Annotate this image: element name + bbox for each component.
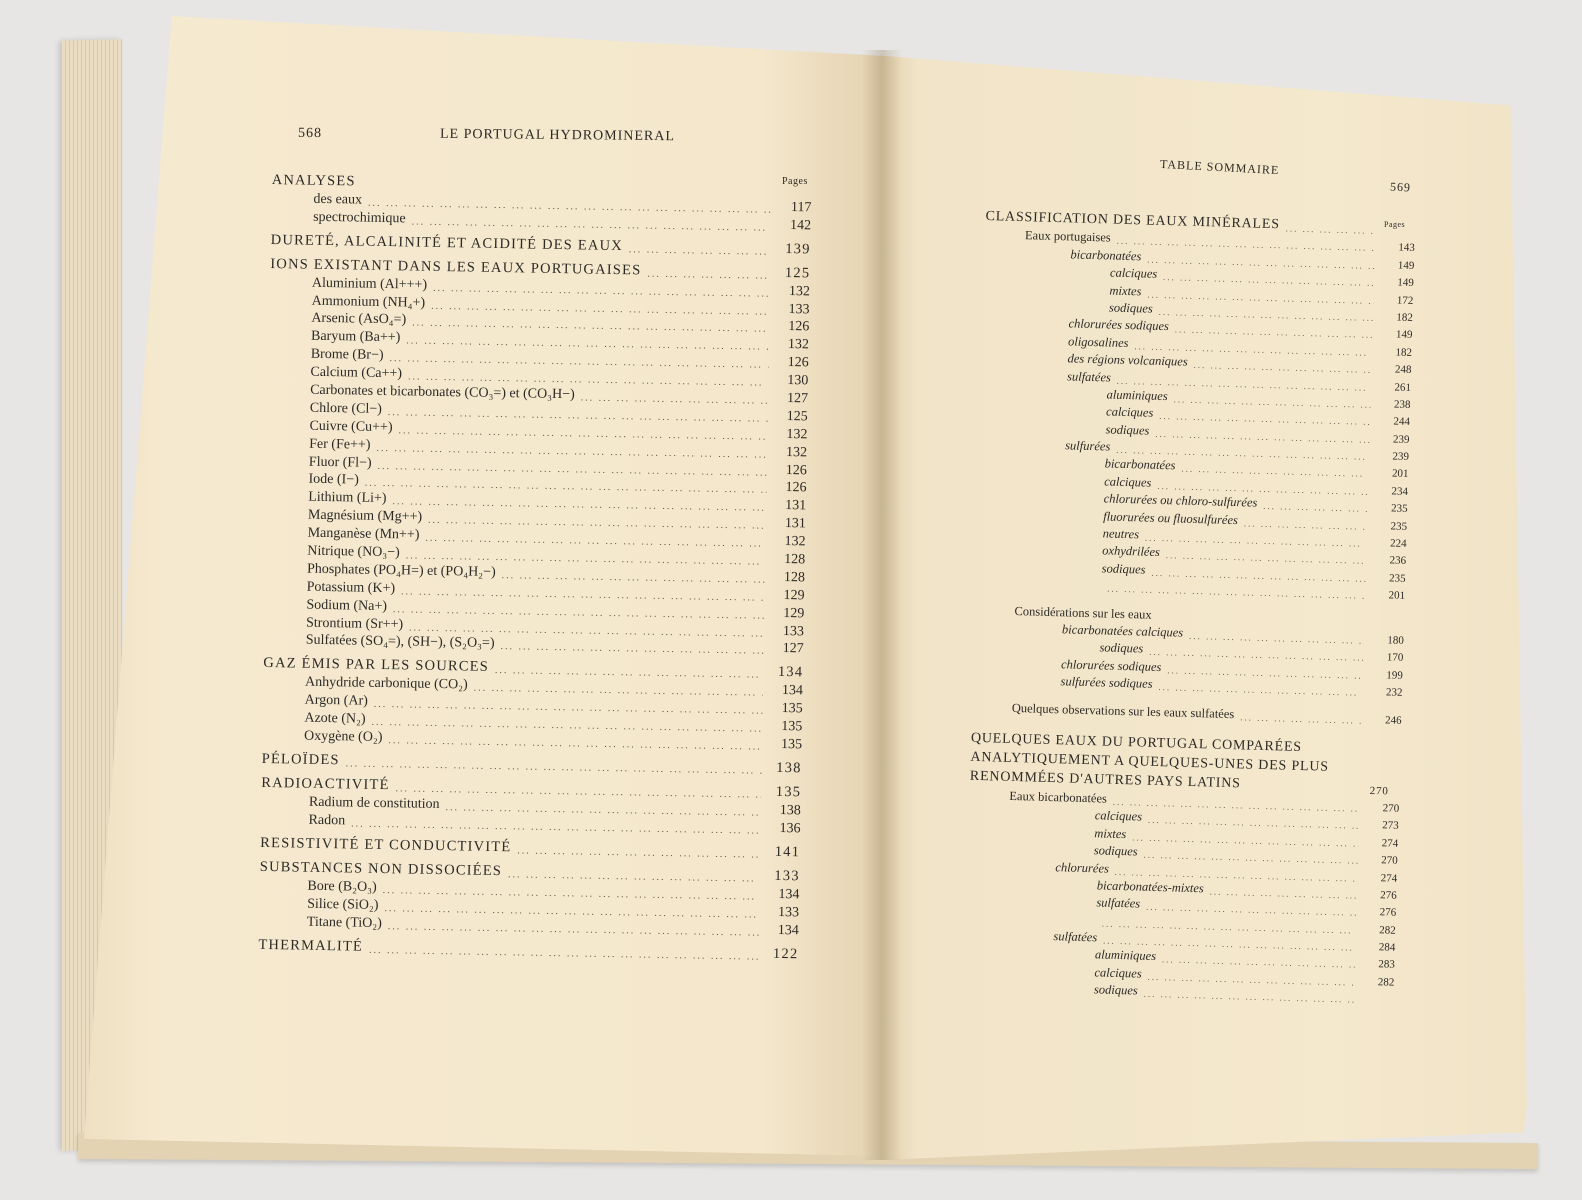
toc-label: ANALYSES bbox=[271, 171, 356, 190]
leader-dots bbox=[1240, 712, 1362, 725]
toc-label: Eaux portugaises bbox=[1024, 228, 1111, 245]
toc-page: 126 bbox=[787, 355, 809, 371]
toc-label: sulfatées bbox=[1096, 895, 1141, 911]
toc-page: 239 bbox=[1392, 433, 1410, 446]
toc-page: 126 bbox=[785, 480, 807, 496]
toc-page: 131 bbox=[785, 498, 807, 514]
toc-page: 149 bbox=[1395, 328, 1413, 342]
toc-page: 129 bbox=[783, 587, 805, 604]
toc-label: Carbonates et bicarbonates (CO₃=) et (CO₃H−) bbox=[309, 382, 575, 403]
toc-label: aluminiques bbox=[1106, 387, 1168, 404]
toc-label: Magnésium (Mg++) bbox=[307, 507, 423, 525]
toc-label: Azote (N₂) bbox=[304, 710, 366, 727]
right-pages-label: Pages bbox=[1384, 220, 1406, 229]
toc-label: bicarbonatées-mixtes bbox=[1096, 878, 1204, 896]
toc-page: 135 bbox=[781, 719, 803, 735]
toc-label: Titane (TiO₂) bbox=[306, 914, 383, 931]
toc-page: 234 bbox=[1391, 485, 1409, 498]
toc-page: 138 bbox=[779, 802, 801, 819]
toc-label: sodiques bbox=[1093, 982, 1138, 998]
toc-label: chlorurées sodiques bbox=[1068, 316, 1170, 334]
toc-label: Considérations sur les eaux bbox=[1014, 603, 1152, 622]
toc-page: 180 bbox=[1387, 634, 1405, 647]
toc-page: 133 bbox=[782, 623, 805, 639]
toc-label: Cuivre (Cu++) bbox=[309, 418, 393, 435]
toc-page: 273 bbox=[1382, 819, 1399, 833]
toc-page: 236 bbox=[1389, 554, 1407, 568]
toc-label: Baryum (Ba++) bbox=[310, 329, 401, 346]
toc-label: Eaux bicarbonatées bbox=[1009, 788, 1108, 806]
toc-label: calciques bbox=[1103, 474, 1152, 490]
toc-page: 131 bbox=[784, 516, 806, 532]
toc-label: QUELQUES EAUX DU PORTUGAL COMPARÉES ANALYTIQUEMENT A QUELQUES-UNES DES PLUS RENOMMÉES D'AUTRES PAYS LATINS bbox=[969, 730, 1330, 791]
leader-dots bbox=[1158, 682, 1362, 698]
toc-label: chlorurées ou chloro-sulfurées bbox=[1103, 491, 1258, 510]
toc-page: 274 bbox=[1380, 871, 1398, 885]
toc-page: 125 bbox=[784, 264, 811, 282]
toc-label: oligosalines bbox=[1067, 334, 1129, 350]
toc-page: 270 bbox=[1382, 802, 1400, 815]
toc-label: THERMALITÉ bbox=[258, 936, 364, 955]
toc-label: Calcium (Ca++) bbox=[310, 364, 403, 382]
toc-page: 182 bbox=[1396, 311, 1414, 324]
toc-label: Ammonium (NH₄+) bbox=[311, 293, 426, 311]
toc-page: 235 bbox=[1388, 572, 1406, 585]
toc-label: sulfatées bbox=[1066, 368, 1112, 385]
toc-page: 284 bbox=[1378, 941, 1396, 954]
toc-page: 235 bbox=[1390, 502, 1408, 516]
toc-label: calciques bbox=[1105, 404, 1154, 421]
toc-label: SUBSTANCES NON DISSOCIÉES bbox=[259, 858, 503, 879]
toc-label: chlorurées sodiques bbox=[1060, 657, 1162, 674]
toc-label: calciques bbox=[1109, 265, 1158, 281]
toc-label: Iode (I−) bbox=[308, 472, 359, 489]
toc-label: fluorurées ou fluosulfurées bbox=[1103, 509, 1239, 527]
toc-page: 143 bbox=[1398, 241, 1415, 255]
toc-label: bicarbonatées bbox=[1070, 247, 1142, 264]
toc-label: GAZ ÉMIS PAR LES SOURCES bbox=[263, 655, 490, 676]
toc-label: sodiques bbox=[1101, 561, 1146, 577]
toc-label: neutres bbox=[1102, 526, 1140, 542]
toc-page: 132 bbox=[788, 283, 811, 300]
toc-page: 282 bbox=[1379, 923, 1396, 937]
toc-label: IONS EXISTANT DANS LES EAUX PORTUGAISES bbox=[270, 255, 642, 279]
toc-label: calciques bbox=[1094, 808, 1143, 824]
toc-label: mixtes bbox=[1109, 283, 1142, 298]
toc-page: 122 bbox=[772, 945, 799, 962]
toc-label: sulfurées sodiques bbox=[1060, 674, 1153, 691]
left-toc-list bbox=[258, 168, 812, 963]
toc-label: des régions volcaniques bbox=[1067, 351, 1188, 369]
toc-page: 134 bbox=[777, 922, 799, 938]
toc-page: 130 bbox=[787, 373, 809, 389]
toc-label: Sodium (Na+) bbox=[306, 597, 388, 614]
toc-page: 139 bbox=[785, 240, 811, 258]
toc-page: 142 bbox=[789, 217, 812, 234]
toc-label: RESISTIVITÉ ET CONDUCTIVITÉ bbox=[260, 834, 512, 856]
toc-label: Silice (SiO₂) bbox=[307, 896, 379, 913]
toc-label: Phosphates (PO₄H=) et (PO₄H₂−) bbox=[306, 561, 496, 580]
toc-page: 125 bbox=[786, 408, 808, 425]
toc-page: 199 bbox=[1386, 669, 1404, 682]
left-page-number: 568 bbox=[297, 125, 323, 142]
right-toc-list bbox=[964, 200, 1416, 1006]
toc-label: sulfurées bbox=[1064, 438, 1111, 454]
toc-label: Nitrique (NO₃−) bbox=[307, 543, 400, 561]
toc-page: 138 bbox=[776, 759, 802, 777]
toc-page: 133 bbox=[777, 904, 800, 920]
toc-page: 132 bbox=[785, 444, 808, 461]
right-running-head: TABLE SOMMAIRE bbox=[1159, 156, 1280, 178]
toc-page: 135 bbox=[781, 701, 803, 717]
toc-page: 134 bbox=[781, 683, 804, 699]
toc-page: 246 bbox=[1384, 713, 1402, 727]
toc-label: CLASSIFICATION DES EAUX MINÉRALES bbox=[985, 208, 1280, 233]
toc-label: RADIOACTIVITÉ bbox=[261, 774, 390, 794]
toc-page: 276 bbox=[1379, 906, 1397, 920]
toc-page: 172 bbox=[1396, 294, 1414, 307]
leader-dots bbox=[629, 244, 771, 257]
toc-page: 136 bbox=[779, 820, 801, 837]
toc-label: sodiques bbox=[1105, 422, 1150, 438]
toc-label: Fluor (Fl−) bbox=[308, 454, 372, 471]
toc-page: 132 bbox=[784, 534, 806, 550]
toc-page: 261 bbox=[1394, 380, 1412, 394]
toc-label: spectrochimique bbox=[313, 209, 406, 227]
toc-page: 276 bbox=[1380, 889, 1397, 902]
toc-label: des eaux bbox=[313, 191, 363, 208]
toc-page: 282 bbox=[1377, 976, 1395, 989]
toc-page: 270 bbox=[1369, 784, 1389, 798]
toc-page: 126 bbox=[785, 462, 807, 478]
toc-label: Arsenic (AsO₄=) bbox=[311, 311, 407, 328]
toc-page: 270 bbox=[1381, 854, 1398, 867]
toc-page: 141 bbox=[774, 843, 801, 861]
toc-label: bicarbonatées bbox=[1104, 456, 1176, 473]
toc-page: 283 bbox=[1378, 958, 1395, 972]
toc-page: 135 bbox=[780, 737, 803, 753]
toc-label bbox=[975, 590, 1101, 594]
book-gutter bbox=[862, 50, 902, 1160]
toc-page: 133 bbox=[774, 867, 800, 885]
toc-page: 170 bbox=[1386, 651, 1404, 665]
toc-label: oxhydrilées bbox=[1102, 543, 1161, 560]
toc-label: Sulfatées (SO₄=), (SH−), (S₂O₃=) bbox=[305, 633, 495, 652]
leader-dots bbox=[517, 845, 760, 860]
toc-label: Fer (Fe++) bbox=[309, 436, 371, 453]
toc-page: 149 bbox=[1397, 276, 1415, 290]
right-page-number: 569 bbox=[1389, 179, 1412, 195]
toc-label: bicarbonatées calciques bbox=[1061, 622, 1184, 640]
toc-label: Potassium (K+) bbox=[306, 579, 396, 597]
toc-page: 127 bbox=[782, 641, 804, 657]
toc-label: Manganèse (Mn++) bbox=[307, 525, 420, 543]
toc-label: Anhydride carbonique (CO₂) bbox=[304, 675, 468, 693]
leader-dots bbox=[1107, 584, 1365, 601]
toc-label: aluminiques bbox=[1094, 947, 1157, 964]
toc-page: 244 bbox=[1393, 415, 1411, 429]
toc-label: PÉLOÏDES bbox=[261, 750, 340, 769]
toc-label: mixtes bbox=[1094, 825, 1127, 841]
left-pages-label: Pages bbox=[782, 176, 808, 187]
toc-page: 235 bbox=[1390, 520, 1408, 533]
toc-page: 232 bbox=[1385, 686, 1403, 699]
toc-page: 201 bbox=[1391, 467, 1409, 481]
toc-label: sodiques bbox=[1108, 300, 1153, 316]
toc-page: 149 bbox=[1397, 259, 1415, 272]
toc-page: 248 bbox=[1394, 363, 1412, 377]
toc-page: 274 bbox=[1381, 837, 1399, 850]
toc-label: Brome (Br−) bbox=[310, 346, 384, 364]
leader-dots bbox=[500, 642, 763, 658]
toc-label: Aluminium (Al+++) bbox=[311, 275, 428, 293]
toc-label: sodiques bbox=[1099, 640, 1144, 656]
toc-label: sodiques bbox=[1093, 843, 1138, 859]
toc-entry bbox=[972, 697, 1402, 726]
toc-label: sulfatées bbox=[1053, 929, 1098, 945]
toc-page: 132 bbox=[786, 426, 808, 443]
toc-page: 117 bbox=[790, 199, 812, 216]
toc-page: 129 bbox=[783, 605, 805, 622]
toc-label: chlorurées bbox=[1055, 859, 1110, 876]
toc-page: 134 bbox=[777, 664, 804, 681]
toc-label: calciques bbox=[1094, 965, 1142, 981]
toc-page: 201 bbox=[1388, 589, 1406, 603]
toc-page: 128 bbox=[784, 552, 806, 568]
toc-page: 128 bbox=[783, 569, 806, 586]
toc-page: 132 bbox=[787, 337, 810, 353]
toc-page: 127 bbox=[786, 391, 809, 407]
toc-page: 239 bbox=[1392, 450, 1410, 463]
toc-label: Lithium (Li+) bbox=[308, 490, 387, 507]
toc-label: Oxygène (O₂) bbox=[303, 728, 383, 746]
toc-label: Quelques observations sur les eaux sulfatées bbox=[1011, 700, 1235, 721]
toc-label: Bore (B₂O₃) bbox=[307, 878, 377, 895]
toc-label: DURETÉ, ALCALINITÉ ET ACIDITÉ DES EAUX bbox=[270, 231, 624, 254]
toc-page: 134 bbox=[778, 886, 800, 903]
toc-label: Radon bbox=[308, 812, 346, 829]
toc-page: 133 bbox=[788, 301, 810, 317]
toc-label: Chlore (Cl−) bbox=[309, 400, 382, 417]
toc-page: 126 bbox=[788, 319, 810, 335]
left-running-head: LE PORTUGAL HYDROMINERAL bbox=[439, 126, 676, 145]
toc-page: 238 bbox=[1393, 398, 1411, 411]
toc-page: 224 bbox=[1389, 537, 1407, 550]
toc-page: 182 bbox=[1395, 346, 1413, 359]
toc-label: Radium de constitution bbox=[308, 794, 440, 812]
toc-label: Strontium (Sr++) bbox=[305, 615, 404, 632]
toc-label: Argon (Ar) bbox=[304, 692, 368, 710]
toc-page: 135 bbox=[775, 783, 802, 801]
